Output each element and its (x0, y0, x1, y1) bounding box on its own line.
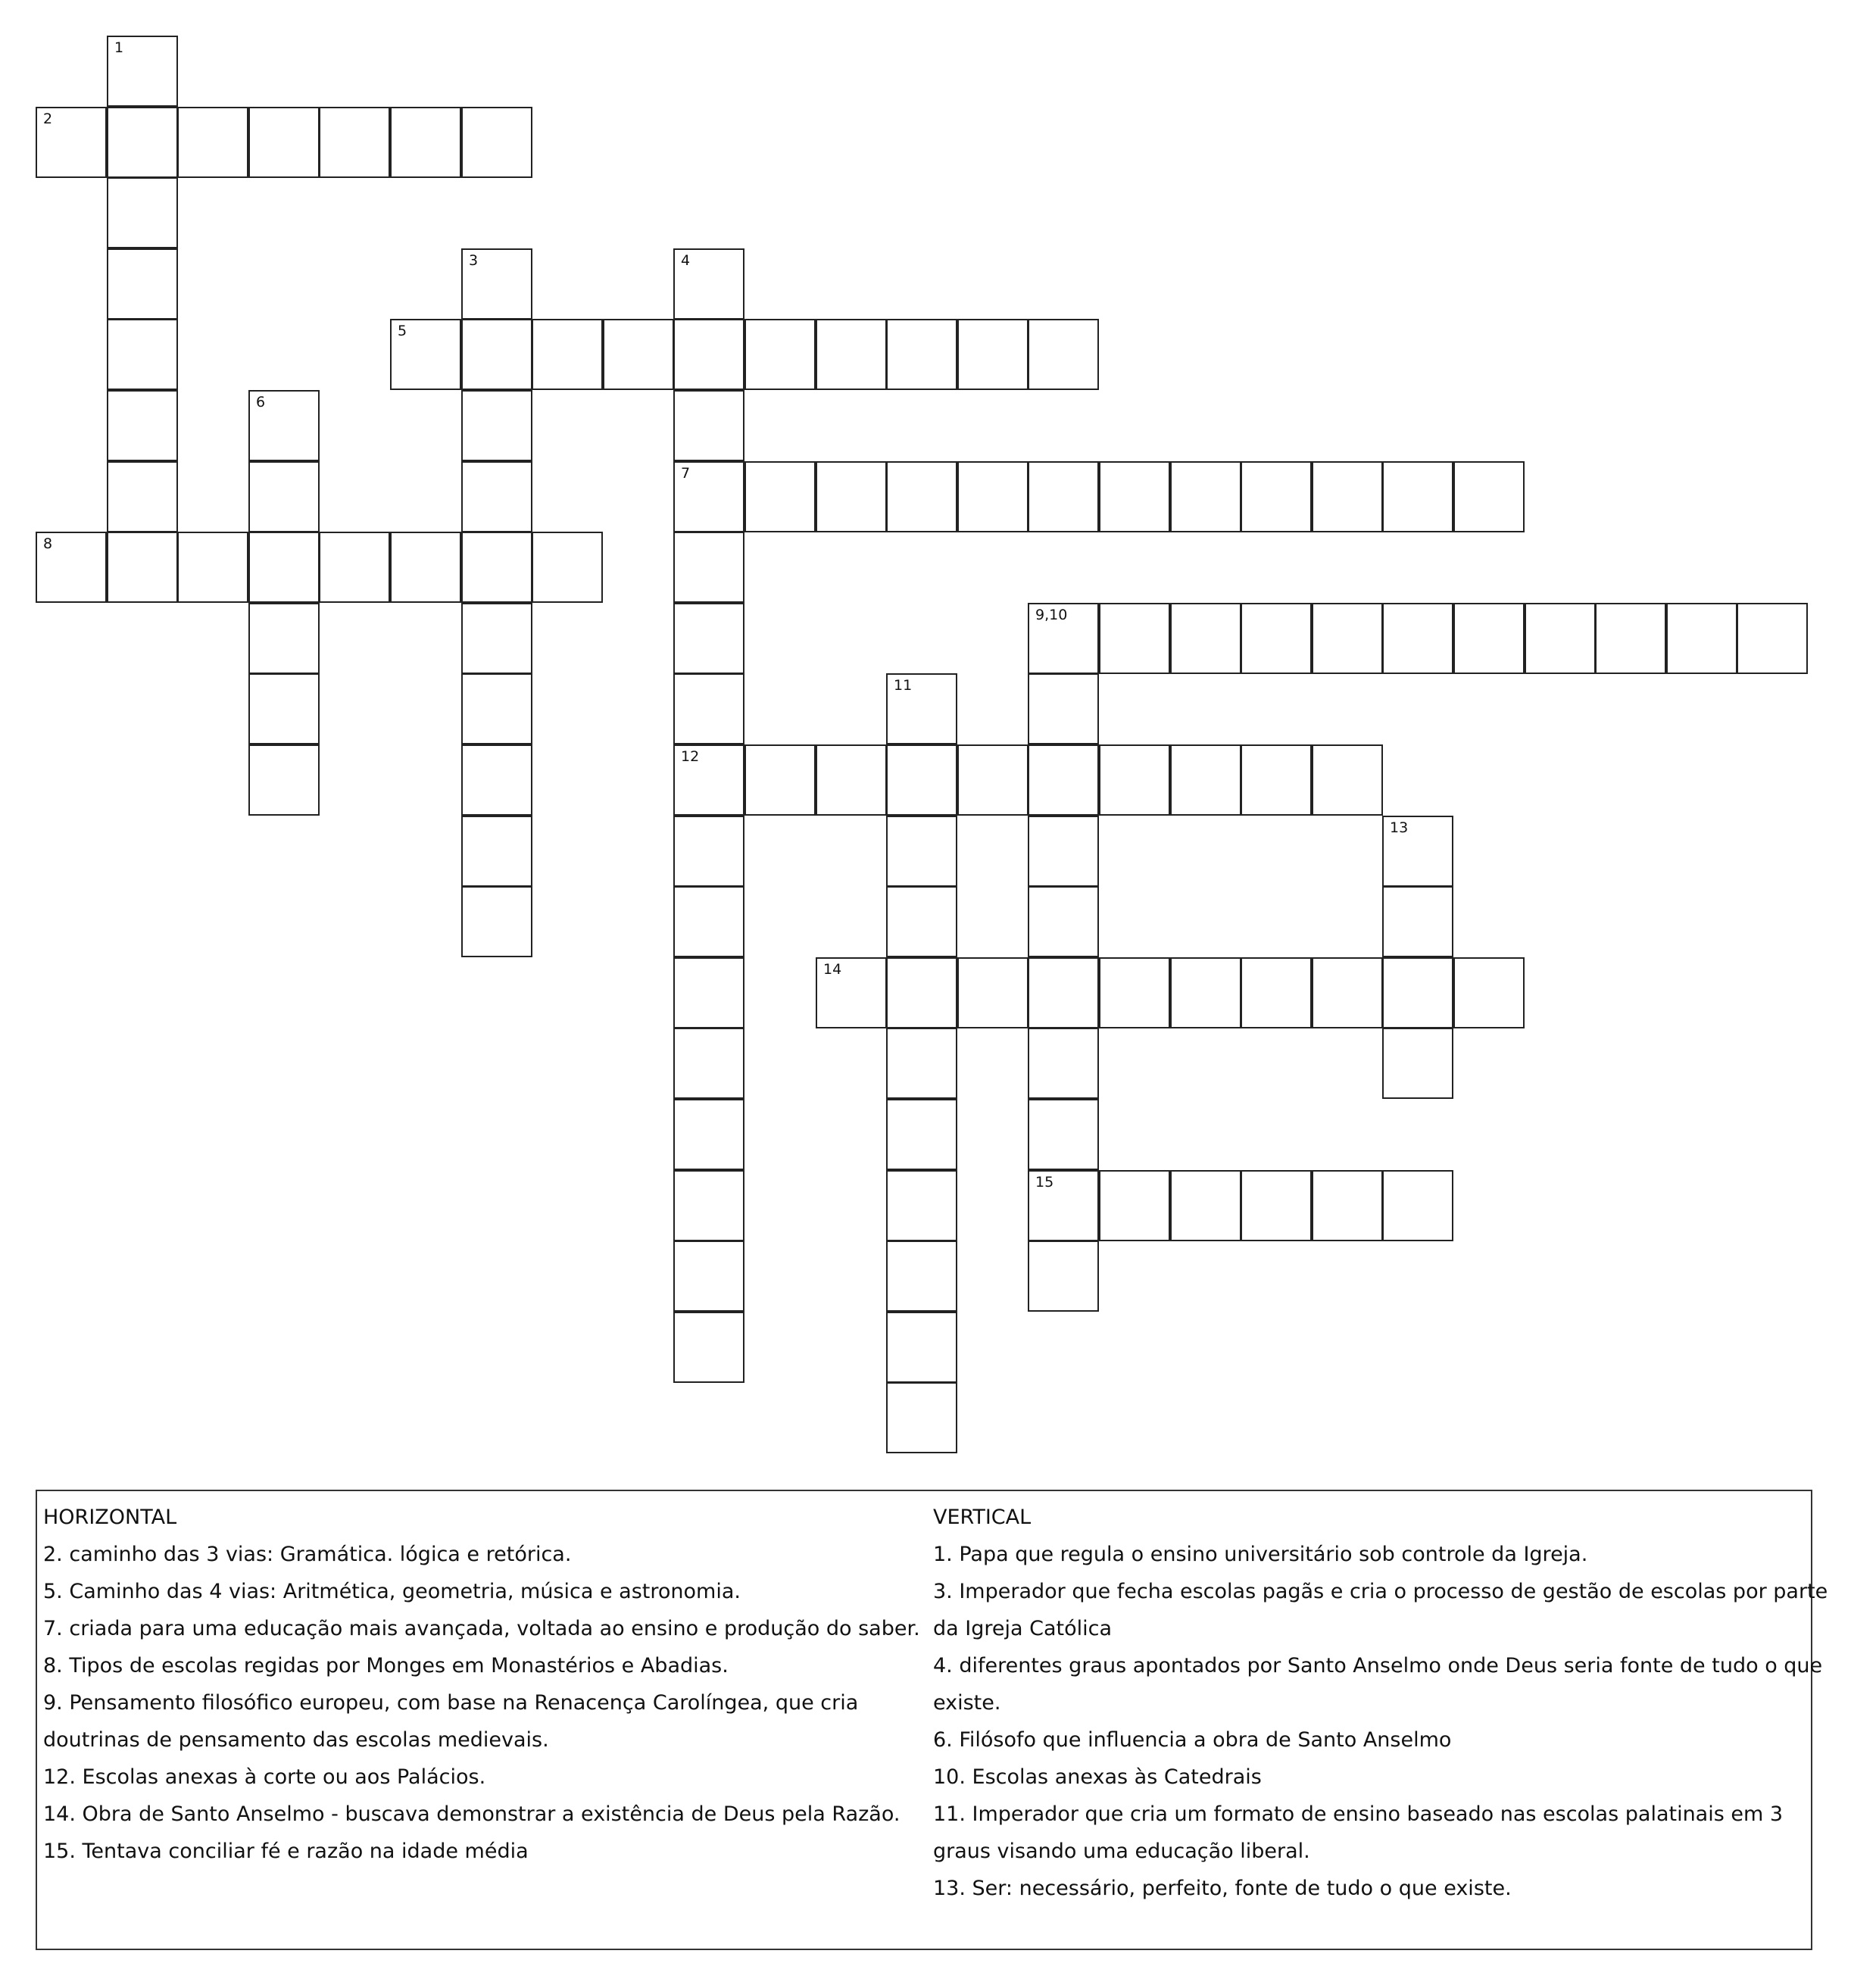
grid-cell[interactable] (1382, 1170, 1453, 1241)
grid-cell[interactable] (107, 36, 178, 107)
clue-number-label: 13 (1390, 819, 1409, 836)
grid-cell[interactable] (390, 107, 461, 178)
grid-cell[interactable] (107, 319, 178, 390)
grid-cell[interactable] (886, 1312, 957, 1383)
clue-number-label: 4 (681, 252, 691, 269)
grid-cell[interactable] (1170, 461, 1241, 532)
grid-cell[interactable] (461, 248, 532, 320)
grid-cell[interactable] (107, 532, 178, 603)
grid-cell[interactable] (248, 390, 320, 461)
grid-cell[interactable] (673, 1170, 744, 1241)
down-clue-line: existe. (933, 1691, 1001, 1715)
grid-cell[interactable] (1241, 957, 1312, 1028)
grid-cell[interactable] (1312, 461, 1383, 532)
grid-cell[interactable] (744, 461, 816, 532)
grid-cell[interactable] (461, 744, 532, 816)
down-clue-line: graus visando uma educação liberal. (933, 1840, 1310, 1863)
grid-cell[interactable] (461, 532, 532, 603)
grid-cell[interactable] (1028, 744, 1099, 816)
grid-cell[interactable] (1028, 1099, 1099, 1170)
down-clues (933, 1499, 1828, 1907)
down-clue-line: 1. Papa que regula o ensino universitário sob controle da Igreja. (933, 1543, 1588, 1566)
grid-cell[interactable] (886, 886, 957, 957)
grid-cell[interactable] (1028, 603, 1099, 674)
grid-cell[interactable] (248, 603, 320, 674)
grid-cell[interactable] (673, 1028, 744, 1099)
grid-cell[interactable] (177, 107, 248, 178)
grid-cell[interactable] (461, 603, 532, 674)
grid-cell[interactable] (886, 744, 957, 816)
across-clue-list (43, 1536, 926, 1870)
grid-cell[interactable] (816, 957, 887, 1028)
grid-cell[interactable] (886, 673, 957, 744)
clue-number-label: 1 (114, 39, 124, 56)
grid-cell[interactable] (816, 319, 887, 390)
grid-cell[interactable] (1312, 603, 1383, 674)
grid-cell[interactable] (1382, 816, 1453, 887)
down-clue-list (933, 1536, 1828, 1907)
grid-cell[interactable] (673, 816, 744, 887)
grid-cell[interactable] (1241, 744, 1312, 816)
grid-cell[interactable] (1099, 957, 1170, 1028)
grid-cell[interactable] (1241, 1170, 1312, 1241)
grid-cell[interactable] (886, 1170, 957, 1241)
down-clue-line: 11. Imperador que cria um formato de ensino baseado nas escolas palatinais em 3 (933, 1802, 1784, 1826)
grid-cell[interactable] (461, 107, 532, 178)
grid-cell[interactable] (1453, 603, 1525, 674)
grid-cell[interactable] (461, 461, 532, 532)
down-clue-line: 4. diferentes graus apontados por Santo Anselmo onde Deus seria fonte de tudo o que (933, 1654, 1823, 1677)
grid-cell[interactable] (673, 673, 744, 744)
grid-cell[interactable] (673, 957, 744, 1028)
grid-cell[interactable] (673, 1099, 744, 1170)
grid-cell[interactable] (673, 603, 744, 674)
grid-cell[interactable] (1525, 603, 1596, 674)
down-clue-line: 6. Filósofo que influencia a obra de Santo Anselmo (933, 1728, 1452, 1752)
grid-cell[interactable] (1028, 319, 1099, 390)
grid-cell[interactable] (886, 1241, 957, 1312)
grid-cell[interactable] (673, 886, 744, 957)
grid-cell[interactable] (886, 816, 957, 887)
grid-cell[interactable] (673, 461, 744, 532)
grid-cell[interactable] (1170, 957, 1241, 1028)
down-clue-line: 10. Escolas anexas às Catedrais (933, 1765, 1262, 1789)
grid-cell[interactable] (1453, 957, 1525, 1028)
clue-number-label: 9,10 (1035, 607, 1068, 623)
grid-cell[interactable] (1028, 461, 1099, 532)
grid-cell[interactable] (957, 319, 1029, 390)
grid-cell[interactable] (1737, 603, 1808, 674)
grid-cell[interactable] (1099, 603, 1170, 674)
clue-number-label: 14 (823, 961, 842, 978)
grid-cell[interactable] (673, 1241, 744, 1312)
clues-panel (36, 1490, 1828, 1950)
grid-cell[interactable] (1028, 886, 1099, 957)
grid-cell[interactable] (1453, 461, 1525, 532)
grid-cell[interactable] (1382, 1028, 1453, 1099)
grid-cell[interactable] (248, 461, 320, 532)
grid-cell[interactable] (1099, 461, 1170, 532)
grid-cell[interactable] (248, 532, 320, 603)
grid-cell[interactable] (957, 957, 1029, 1028)
grid-cell[interactable] (1241, 461, 1312, 532)
grid-cell[interactable] (886, 1028, 957, 1099)
grid-cell[interactable] (886, 319, 957, 390)
grid-cell[interactable] (36, 532, 107, 603)
grid-cell[interactable] (673, 532, 744, 603)
grid-cell[interactable] (673, 319, 744, 390)
grid-cell[interactable] (107, 461, 178, 532)
grid-cell[interactable] (248, 673, 320, 744)
grid-cell[interactable] (461, 816, 532, 887)
grid-cell[interactable] (1382, 957, 1453, 1028)
grid-cell[interactable] (603, 319, 674, 390)
grid-cell[interactable] (673, 390, 744, 461)
grid-cell[interactable] (177, 532, 248, 603)
grid-cell[interactable] (816, 744, 887, 816)
down-clue-line: 13. Ser: necessário, perfeito, fonte de tudo o que existe. (933, 1877, 1512, 1900)
grid-cell[interactable] (248, 107, 320, 178)
clue-number-label: 7 (681, 465, 691, 482)
grid-cell[interactable] (744, 319, 816, 390)
grid-cell[interactable] (1666, 603, 1737, 674)
clue-number-label: 11 (894, 677, 913, 694)
grid-cell[interactable] (1170, 1170, 1241, 1241)
grid-cell[interactable] (1028, 1241, 1099, 1312)
grid-cell[interactable] (390, 319, 461, 390)
across-clue-line: doutrinas de pensamento das escolas medievais. (43, 1728, 549, 1752)
across-clue-line: 8. Tipos de escolas regidas por Monges em Monastérios e Abadias. (43, 1654, 729, 1677)
grid-cell[interactable] (532, 532, 603, 603)
grid-cell[interactable] (816, 461, 887, 532)
grid-cell[interactable] (107, 177, 178, 248)
grid-cell[interactable] (1312, 957, 1383, 1028)
grid-cell[interactable] (1099, 744, 1170, 816)
grid-cell[interactable] (1382, 603, 1453, 674)
grid-cell[interactable] (461, 886, 532, 957)
grid-cell[interactable] (319, 107, 390, 178)
grid-cell[interactable] (1382, 461, 1453, 532)
grid-cell[interactable] (36, 107, 107, 178)
across-clue-line: 15. Tentava conciliar fé e razão na idade média (43, 1840, 529, 1863)
grid-cell[interactable] (1028, 1028, 1099, 1099)
grid-cell[interactable] (1241, 603, 1312, 674)
clue-number-label: 5 (398, 323, 407, 339)
grid-cell[interactable] (461, 390, 532, 461)
across-clue-line: 2. caminho das 3 vias: Gramática. lógica e retórica. (43, 1543, 572, 1566)
grid-cell[interactable] (886, 461, 957, 532)
grid-cell[interactable] (1382, 886, 1453, 957)
grid-cell[interactable] (673, 1312, 744, 1383)
grid-cell[interactable] (1170, 744, 1241, 816)
grid-cell[interactable] (319, 532, 390, 603)
grid-cell[interactable] (673, 744, 744, 816)
grid-cell[interactable] (1595, 603, 1666, 674)
grid-cell[interactable] (673, 248, 744, 320)
grid-cell[interactable] (248, 744, 320, 816)
grid-cell[interactable] (107, 248, 178, 320)
clue-number-label: 2 (43, 111, 53, 127)
grid-cell[interactable] (957, 744, 1029, 816)
grid-cell[interactable] (390, 532, 461, 603)
across-clue-line: 9. Pensamento filosófico europeu, com base na Renacença Carolíngea, que cria (43, 1691, 859, 1715)
grid-cell[interactable] (957, 461, 1029, 532)
across-clue-line: 12. Escolas anexas à corte ou aos Palácios. (43, 1765, 486, 1789)
grid-cell[interactable] (461, 319, 532, 390)
grid-cell[interactable] (744, 744, 816, 816)
grid-cell[interactable] (1312, 744, 1383, 816)
grid-cell[interactable] (886, 957, 957, 1028)
grid-cell[interactable] (107, 390, 178, 461)
grid-cell[interactable] (107, 107, 178, 178)
grid-cell[interactable] (1028, 816, 1099, 887)
clue-number-label: 12 (681, 748, 700, 765)
grid-cell[interactable] (532, 319, 603, 390)
across-clue-line: 5. Caminho das 4 vias: Aritmética, geometria, música e astronomia. (43, 1580, 741, 1603)
across-clue-line: 7. criada para uma educação mais avançada, voltada ao ensino e produção do saber. (43, 1617, 920, 1640)
clue-number-label: 3 (469, 252, 479, 269)
grid-cell[interactable] (1028, 957, 1099, 1028)
grid-cell[interactable] (1170, 603, 1241, 674)
grid-cell[interactable] (1312, 1170, 1383, 1241)
down-heading: VERTICAL (933, 1506, 1032, 1529)
grid-cell[interactable] (1099, 1170, 1170, 1241)
down-clue-line: da Igreja Católica (933, 1617, 1113, 1640)
grid-cell[interactable] (886, 1099, 957, 1170)
down-clue-line: 3. Imperador que fecha escolas pagãs e cria o processo de gestão de escolas por parte (933, 1580, 1828, 1603)
across-clue-line: 14. Obra de Santo Anselmo - buscava demonstrar a existência de Deus pela Razão. (43, 1802, 901, 1826)
grid-cell[interactable] (461, 673, 532, 744)
grid-cell[interactable] (886, 1382, 957, 1453)
clue-number-label: 8 (43, 535, 53, 552)
grid-cell[interactable] (1028, 1170, 1099, 1241)
grid-cell[interactable] (1028, 673, 1099, 744)
across-heading: HORIZONTAL (43, 1506, 177, 1529)
clue-number-label: 6 (256, 394, 266, 410)
across-clues (43, 1499, 926, 1870)
clue-number-label: 15 (1035, 1174, 1054, 1191)
